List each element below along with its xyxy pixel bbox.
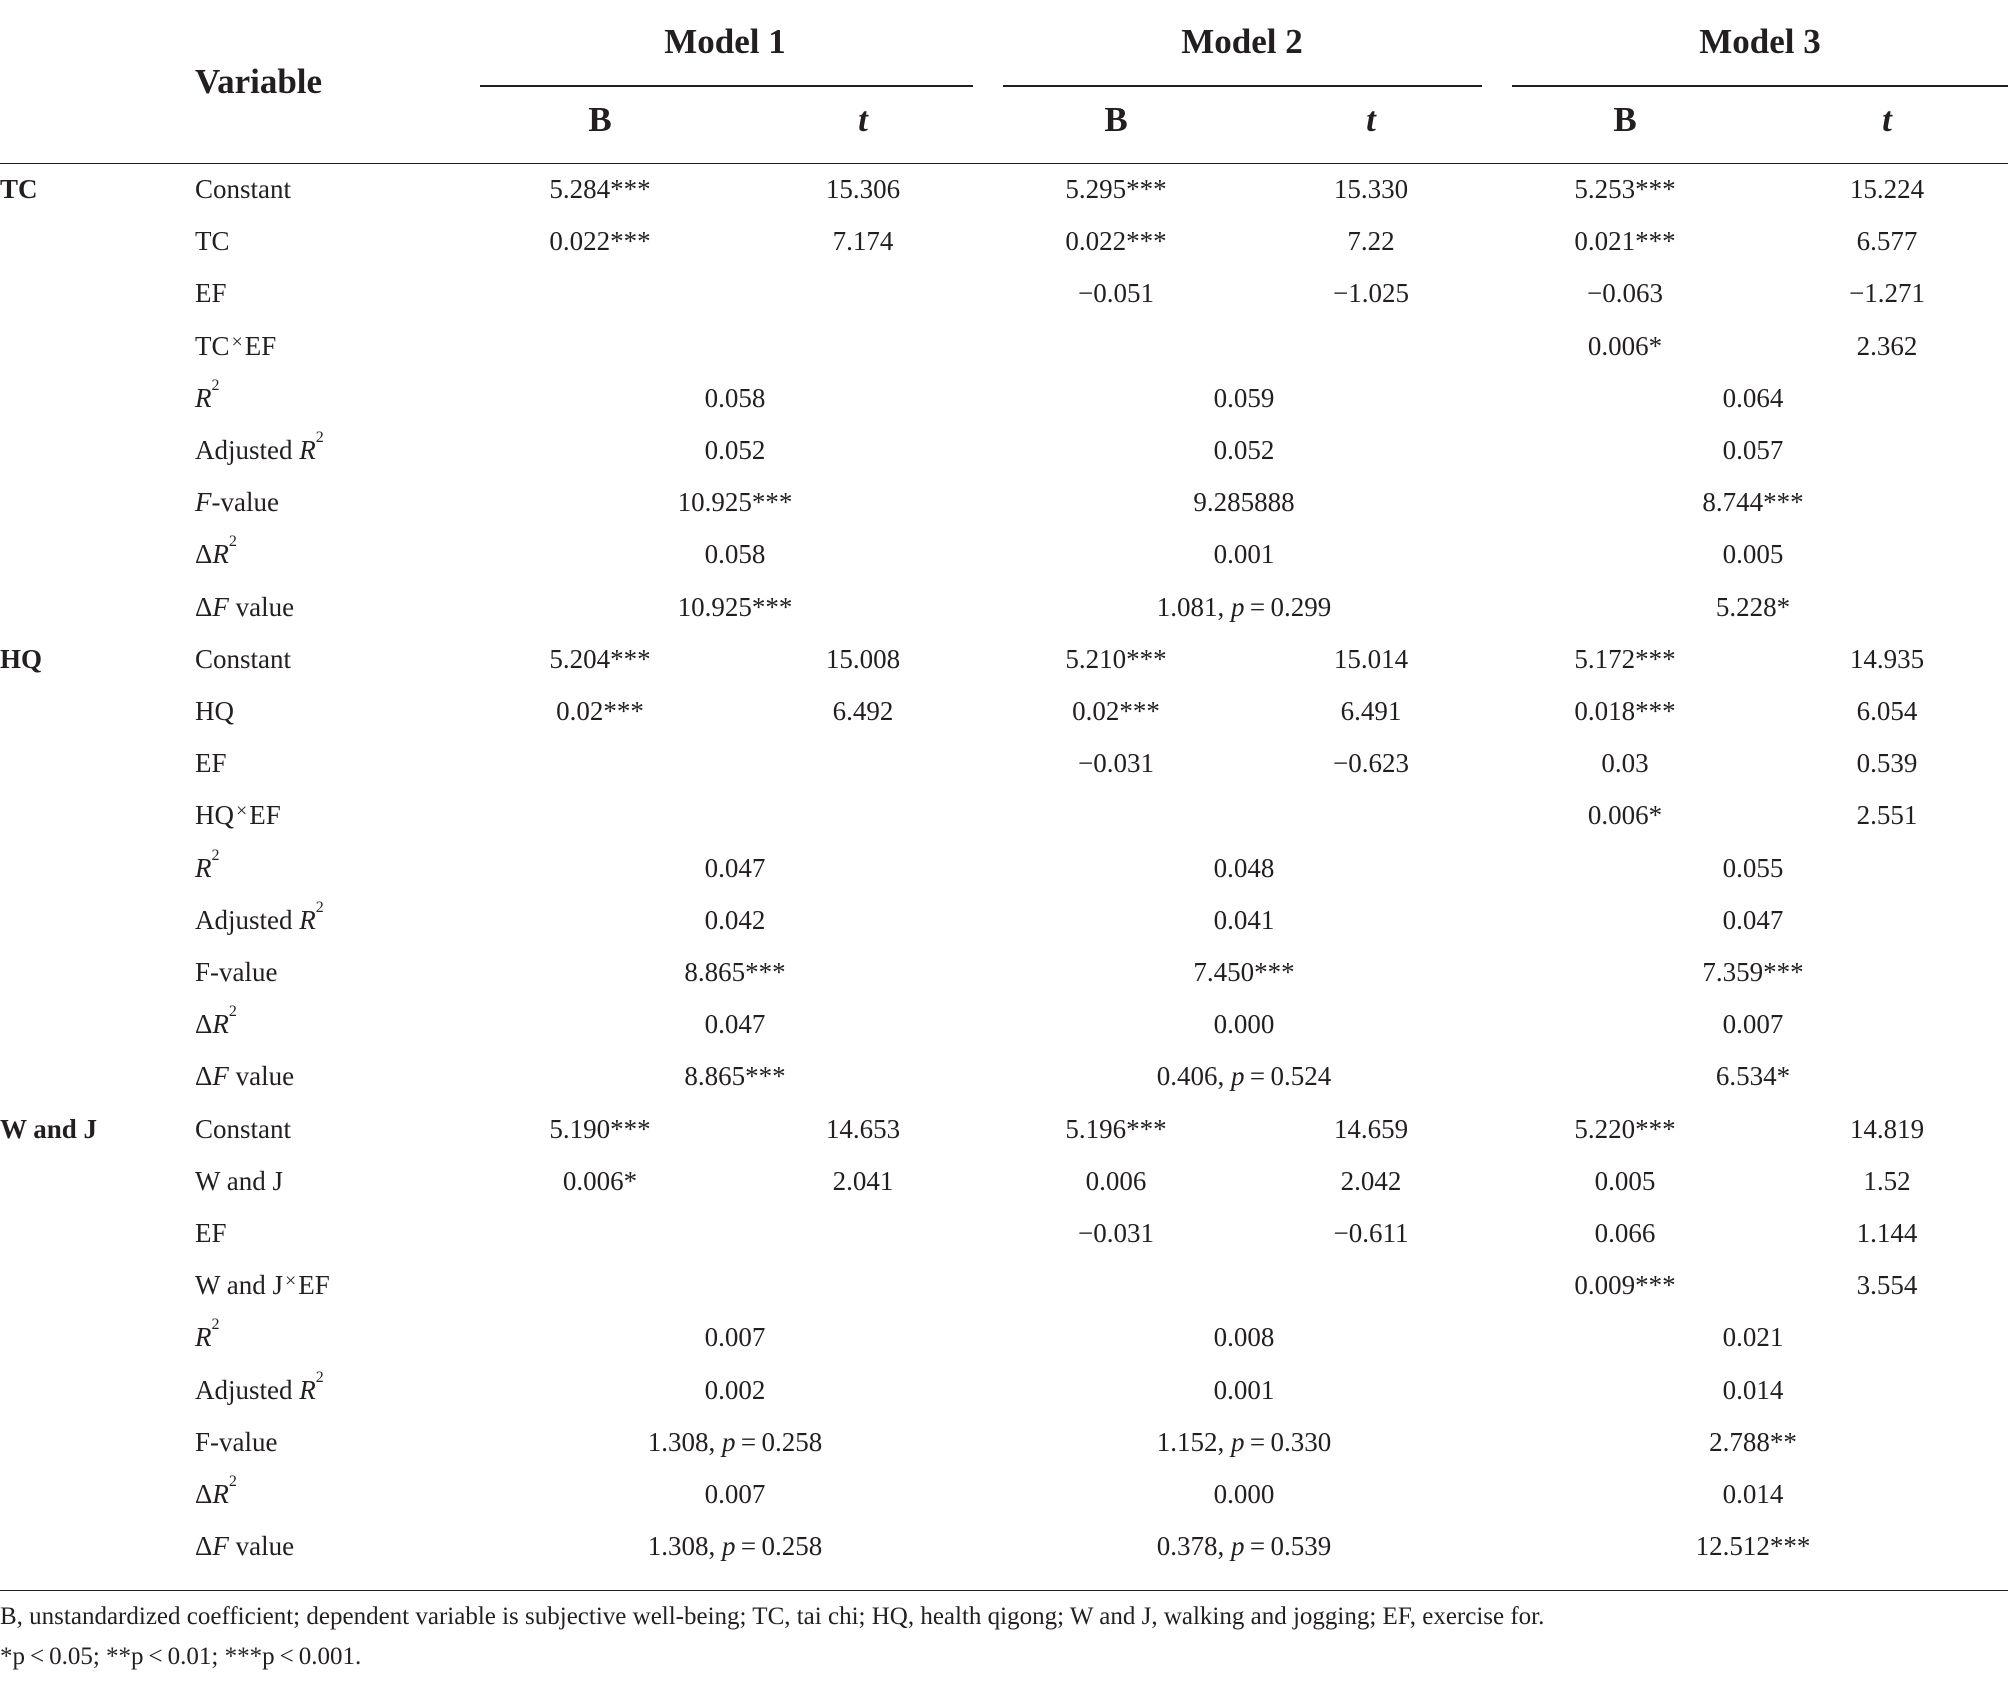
table-row (0, 946, 2008, 998)
stat-cell: 7.450*** (1193, 957, 1295, 987)
stat-label (195, 476, 279, 528)
row-label (195, 320, 276, 372)
stat-cell: 0.000 (1213, 1479, 1275, 1509)
table-cell: 6.054 (1856, 696, 1918, 726)
table-cell: 5.253*** (1574, 174, 1676, 204)
stat-label (195, 1520, 294, 1572)
group-label: TC (0, 174, 38, 204)
stat-cell: 0.001 (1213, 1374, 1275, 1405)
table-row (0, 372, 2008, 424)
stat-cell: 0.000 (1213, 1009, 1275, 1040)
interaction-moderator: EF (244, 330, 277, 361)
table-row (0, 163, 2008, 215)
interaction-moderator: EF (249, 800, 281, 831)
stat-cell: 8.865*** (684, 1061, 786, 1092)
table-cell: 5.190*** (549, 1113, 651, 1144)
stat-cell: 12.512*** (1695, 1531, 1811, 1562)
stat-cell: 0.008 (1213, 1322, 1275, 1353)
row-label: EF (195, 748, 227, 779)
table-cell: 5.284*** (549, 174, 651, 204)
stat-cell: 8.744*** (1702, 487, 1804, 518)
table-cell: 0.022*** (1065, 226, 1167, 257)
stat-label (195, 1050, 294, 1102)
stat-cell: 1.152, p = 0.330 (1156, 1426, 1332, 1457)
stat-label-text: ΔR (195, 1479, 229, 1509)
stat-cell: 8.865*** (684, 957, 786, 987)
table-row (0, 1155, 2008, 1207)
row-label: EF (195, 278, 227, 309)
header-rule-model-3 (1512, 85, 2008, 87)
table-cell: 0.006* (1587, 330, 1663, 361)
table-cell: 0.02*** (556, 696, 644, 726)
stat-cell: 0.002 (704, 1374, 766, 1405)
group-label: W and J (0, 1113, 98, 1144)
table-cell: 1.144 (1856, 1218, 1918, 1248)
header-rule-model-1 (480, 85, 973, 87)
table-cell: 15.014 (1333, 643, 1409, 674)
group-label: HQ (0, 643, 43, 674)
stat-label-text: F-value (195, 1426, 278, 1457)
table-row (0, 842, 2008, 894)
table-cell: 14.935 (1849, 643, 1925, 674)
interaction-symbol: × (231, 330, 243, 353)
stat-label: $\Delta R^2$ (195, 1003, 237, 1040)
row-label: Constant (195, 643, 292, 674)
table-cell: 0.009*** (1574, 1270, 1676, 1301)
table-row (0, 320, 2008, 372)
table-cell: −0.031 (1078, 1218, 1154, 1248)
table-cell: 0.022*** (549, 226, 651, 257)
stat-cell: 6.534* (1715, 1061, 1791, 1092)
table-row (0, 1050, 2008, 1102)
table-row (0, 998, 2008, 1050)
header-b-model-1: B (588, 100, 612, 139)
table-cell: 0.02*** (1072, 696, 1160, 726)
table-cell: 2.042 (1340, 1165, 1402, 1196)
stat-cell: 0.052 (1213, 435, 1275, 465)
stat-cell: 10.925*** (677, 487, 793, 518)
table-cell: 6.492 (832, 696, 894, 726)
stat-cell: 0.378, p = 0.539 (1156, 1531, 1332, 1562)
stat-label-text: F-value (195, 957, 278, 987)
header-variable: Variable (195, 62, 323, 101)
stat-cell: 0.007 (704, 1479, 766, 1509)
stat-cell: 0.048 (1213, 852, 1275, 883)
stat-cell: 9.285888 (1193, 487, 1295, 518)
header-t-model-1: t (858, 100, 868, 139)
table-row (0, 1207, 2008, 1259)
table-cell: 0.066 (1594, 1218, 1656, 1248)
table-row (0, 424, 2008, 476)
table-cell: 5.220*** (1574, 1113, 1676, 1144)
row-label: Constant (195, 1113, 292, 1144)
stat-label (195, 1416, 277, 1468)
stat-label-text: F-value (195, 487, 279, 518)
table-cell: −0.051 (1078, 278, 1154, 309)
stat-cell: 0.064 (1722, 382, 1784, 413)
table-cell: 0.018*** (1574, 696, 1676, 726)
table-row (0, 1520, 2008, 1572)
table-cell: −1.025 (1333, 278, 1409, 309)
table-row (0, 737, 2008, 789)
stat-cell: 0.406, p = 0.524 (1156, 1061, 1332, 1092)
table-cell: 3.554 (1856, 1270, 1918, 1301)
header-model-2: Model 2 (1181, 22, 1303, 61)
stat-label-text: ΔF value (195, 591, 295, 622)
stat-cell: 1.308, p = 0.258 (647, 1426, 823, 1457)
stat-cell: 1.081, p = 0.299 (1156, 591, 1332, 622)
table-cell: −0.063 (1587, 278, 1663, 309)
stat-cell: 0.001 (1213, 539, 1275, 570)
table-row (0, 476, 2008, 528)
stat-label: Adjusted $R^2$ (195, 898, 324, 935)
stat-cell: 0.014 (1722, 1479, 1784, 1509)
stat-label (195, 946, 277, 998)
table-cell: 7.174 (832, 226, 894, 257)
stat-cell: 0.007 (704, 1322, 766, 1353)
table-cell: 0.005 (1594, 1165, 1656, 1196)
table-cell: −0.623 (1333, 748, 1409, 779)
table-cell: 5.210*** (1065, 643, 1167, 674)
table-cell: 2.041 (832, 1165, 894, 1196)
footnote-significance: *p < 0.05; **p < 0.01; ***p < 0.001. (0, 1643, 362, 1670)
stat-label: Adjusted $R^2$ (195, 429, 324, 465)
table-cell: 1.52 (1863, 1165, 1911, 1196)
header-b-model-3: B (1613, 100, 1637, 139)
table-row (0, 789, 2008, 841)
table-cell: 14.659 (1333, 1113, 1409, 1144)
stat-label (195, 581, 294, 633)
table-cell: 15.306 (825, 174, 901, 204)
stat-label: $R^2$ (195, 846, 220, 883)
stat-cell: 0.058 (704, 539, 766, 570)
table-cell: 0.021*** (1574, 226, 1676, 257)
stat-label-text: ΔR (195, 539, 229, 570)
interaction-term: TC (195, 330, 230, 361)
stat-label: Adjusted $R^2$ (195, 1368, 324, 1405)
stat-label-text: ΔF value (195, 1061, 295, 1092)
stat-cell: 0.041 (1213, 904, 1275, 935)
table-cell: 0.006* (562, 1165, 638, 1196)
header-model-3: Model 3 (1699, 22, 1821, 61)
stat-label-text: R (195, 382, 212, 413)
row-label (195, 789, 281, 841)
stat-cell: 0.005 (1722, 539, 1784, 570)
table-row (0, 1311, 2008, 1363)
stat-label: $\Delta R^2$ (195, 1473, 237, 1509)
table-cell: 6.491 (1340, 696, 1402, 726)
table-row (0, 215, 2008, 267)
stat-label: $R^2$ (195, 1316, 220, 1353)
stat-label: $R^2$ (195, 376, 220, 413)
table-row (0, 1364, 2008, 1416)
table-cell: −0.031 (1078, 748, 1154, 779)
table-row (0, 894, 2008, 946)
row-label: Constant (195, 174, 292, 204)
row-label: TC (195, 226, 230, 257)
header-t-model-3: t (1882, 100, 1892, 139)
table-row (0, 1259, 2008, 1311)
row-label (195, 1259, 330, 1311)
table-bottom-rule (0, 1590, 2008, 1591)
header-model-1: Model 1 (664, 22, 786, 61)
header-rule-model-2 (1003, 85, 1482, 87)
table-cell: 14.819 (1849, 1113, 1925, 1144)
interaction-moderator: EF (298, 1270, 330, 1301)
table-row (0, 1103, 2008, 1155)
interaction-symbol: × (285, 1270, 297, 1293)
table-cell: 0.539 (1856, 748, 1918, 779)
table-row (0, 267, 2008, 319)
stat-cell: 5.228* (1715, 591, 1791, 622)
table-cell: 0.006 (1085, 1165, 1147, 1196)
stat-cell: 0.058 (704, 382, 766, 413)
row-label: HQ (195, 696, 234, 726)
table-row (0, 1468, 2008, 1520)
stat-cell: 0.021 (1722, 1322, 1784, 1353)
stat-cell: 0.057 (1722, 435, 1784, 465)
table-row (0, 685, 2008, 737)
stat-cell: 1.308, p = 0.258 (647, 1531, 823, 1562)
header-t-model-2: t (1366, 100, 1376, 139)
stat-cell: 7.359*** (1702, 957, 1804, 987)
interaction-term: HQ (195, 800, 234, 831)
stat-cell: 2.788** (1709, 1426, 1797, 1457)
table-cell: 7.22 (1347, 226, 1395, 257)
stat-cell: 0.059 (1213, 382, 1275, 413)
table-cell: 2.362 (1856, 330, 1918, 361)
table-cell: 15.224 (1849, 174, 1925, 204)
stat-cell: 0.055 (1722, 852, 1784, 883)
table-cell: 5.295*** (1065, 174, 1167, 204)
table-cell: −0.611 (1333, 1218, 1409, 1248)
table-cell: 2.551 (1856, 800, 1918, 831)
table-row (0, 1416, 2008, 1468)
table-cell: 6.577 (1856, 226, 1918, 257)
row-label: EF (195, 1218, 227, 1248)
table-cell: 0.03 (1601, 748, 1649, 779)
stat-cell: 0.047 (704, 852, 766, 883)
stat-cell: 0.042 (704, 904, 766, 935)
footnote-abbreviations: B, unstandardized coefficient; dependent variable is subjective well-being; TC, tai chi; HQ, health qigong; W and J, walking and jogging; EF, exercise for. (0, 1603, 1545, 1630)
table-cell: 5.196*** (1065, 1113, 1167, 1144)
stat-cell: 0.007 (1722, 1009, 1784, 1040)
table-row (0, 633, 2008, 685)
stat-label-text: R (195, 852, 212, 883)
table-cell: 15.330 (1333, 174, 1409, 204)
table-cell: 5.204*** (549, 643, 651, 674)
stat-label-text: Adjusted R (195, 1374, 316, 1405)
interaction-term: W and J (195, 1270, 283, 1301)
stat-cell: 0.052 (704, 435, 766, 465)
table-row (0, 528, 2008, 580)
stat-label-text: R (195, 1322, 212, 1353)
table-row (0, 581, 2008, 633)
stat-label-text: ΔF value (195, 1531, 295, 1562)
table-cell: −1.271 (1849, 278, 1925, 309)
stat-label: $\Delta R^2$ (195, 533, 237, 570)
interaction-symbol: × (236, 800, 248, 823)
stat-cell: 0.014 (1722, 1374, 1784, 1405)
stat-cell: 0.047 (704, 1009, 766, 1040)
table-cell: 5.172*** (1574, 643, 1676, 674)
stat-label-text: Adjusted R (195, 435, 316, 465)
stat-label-text: Adjusted R (195, 904, 316, 935)
stat-label-text: ΔR (195, 1009, 229, 1040)
table-cell: 14.653 (825, 1113, 901, 1144)
table-cell: 0.006* (1587, 800, 1663, 831)
table-cell: 15.008 (825, 643, 901, 674)
row-label: W and J (195, 1165, 283, 1196)
header-b-model-2: B (1104, 100, 1128, 139)
stat-cell: 10.925*** (677, 591, 793, 622)
stat-cell: 0.047 (1722, 904, 1784, 935)
